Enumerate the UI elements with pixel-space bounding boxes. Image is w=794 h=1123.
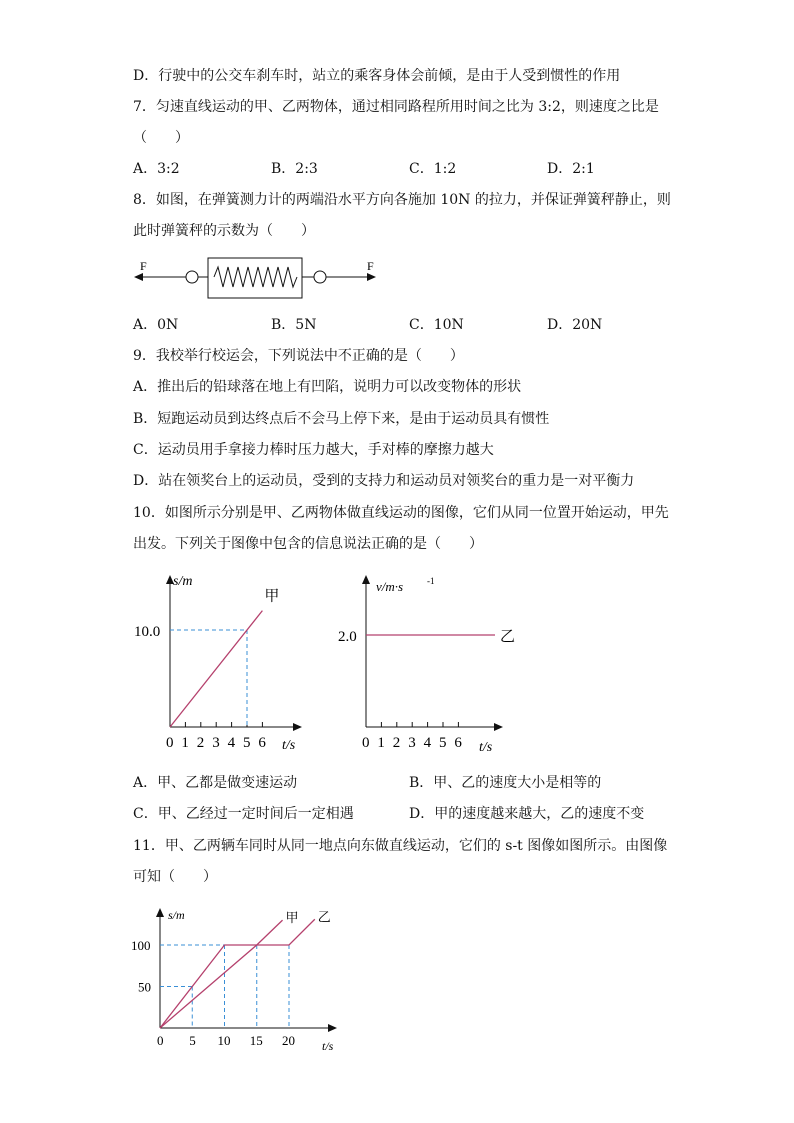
x-tick-label: 5 [243,735,251,751]
question-7: 7．匀速直线运动的甲、乙两物体，通过相同路程所用时间之比为 3:2，则速度之比是 [133,99,659,115]
option-7b: B．2:3 [271,161,318,177]
chart-yi-v-t [330,565,515,760]
y-axis-label: s/m [168,908,185,922]
option-10c: C．甲、乙经过一定时间后一定相遇 [133,806,354,822]
option-10d: D．甲的速度越来越大，乙的速度不变 [409,806,645,822]
chart-jia-yi-s-t [128,898,358,1058]
series-label-jia: 甲 [285,910,299,926]
series-label-yi: 乙 [500,629,515,645]
option-8c: C．10N [409,317,464,333]
x-tick-label: 10 [217,1033,231,1048]
option-7c: C．1:2 [409,161,457,177]
x-axis-label: t/s [479,740,493,755]
x-tick-label: 5 [189,1033,196,1048]
force-label-left: F [140,259,147,273]
question-8: 8．如图，在弹簧测力计的两端沿水平方向各施加 10N 的拉力，并保证弹簧秤静止，则 [133,192,671,208]
option-7d: D．2:1 [547,161,595,177]
option-9a: A．推出后的铅球落在地上有凹陷，说明力可以改变物体的形状 [133,379,522,395]
x-tick-label: 4 [227,735,236,751]
option-9b: B．短跑运动员到达终点后不会马上停下来，是由于运动员具有惯性 [133,411,550,427]
question-10-cont: 出发。下列关于图像中包含的信息说法正确的是（ ） [133,536,483,552]
option-8d: D．20N [547,317,603,333]
y-tick-label: 100 [131,938,151,953]
x-tick-label: 1 [377,735,385,751]
x-axis-label: t/s [282,738,296,753]
y-axis-label: v/m·s [376,579,404,594]
option-8a: A．0N [133,317,179,333]
y-tick-label: 2.0 [338,629,357,645]
x-tick-label: 0 [362,735,370,751]
x-axis-arrow [494,723,503,731]
x-axis-label: t/s [322,1039,334,1053]
option-10b: B．甲、乙的速度大小是相等的 [409,775,602,791]
x-tick-label: 0 [157,1033,164,1048]
option-7a: A．3:2 [133,161,180,177]
option-9c: C．运动员用手拿接力棒时压力越大，手对棒的摩擦力越大 [133,442,494,458]
question-7-blank: （ ） [133,130,189,146]
y-axis-arrow [362,575,370,584]
y-axis-arrow [156,908,164,917]
question-11-cont: 可知（ ） [133,869,217,885]
x-tick-label: 3 [408,735,416,751]
series-label-yi: 乙 [317,909,331,925]
option-8b: B．5N [271,317,317,333]
x-tick-label: 0 [166,735,174,751]
x-axis-arrow [328,1024,337,1032]
x-tick-label: 3 [212,735,220,751]
y-tick-label: 50 [138,979,151,995]
option-6d: D．行驶中的公交车刹车时，站立的乘客身体会前倾，是由于人受到惯性的作用 [133,68,621,84]
series-line-jia [170,611,262,727]
y-axis-label: s/m [173,574,193,589]
y-axis-label-sup: -1 [427,576,435,586]
x-tick-label: 15 [249,1033,263,1048]
series-label-jia: 甲 [264,588,280,605]
spring-balance-figure [130,250,390,305]
option-9d: D．站在领奖台上的运动员，受到的支持力和运动员对领奖台的重力是一对平衡力 [133,473,635,489]
x-tick-label: 6 [258,735,266,751]
question-9: 9．我校举行校运会，下列说法中不正确的是（ ） [133,348,464,364]
question-10: 10．如图所示分别是甲、乙两物体做直线运动的图像，它们从同一位置开始运动，甲先 [133,505,669,521]
series-line-jia [160,920,283,1028]
x-axis-arrow [293,723,302,731]
question-8-cont: 此时弹簧秤的示数为（ ） [133,223,315,239]
x-tick-label: 2 [196,735,205,751]
y-tick-label: 10.0 [134,624,161,640]
x-tick-label: 20 [282,1033,295,1048]
chart-jia-s-t [128,565,313,760]
option-10a: A．甲、乙都是做变速运动 [133,775,298,791]
x-tick-label: 6 [454,735,462,751]
force-label-right: F [367,259,374,273]
x-tick-label: 2 [392,735,401,751]
x-tick-label: 5 [439,735,447,751]
x-tick-label: 4 [423,735,432,751]
question-11: 11．甲、乙两辆车同时从同一地点向东做直线运动，它们的 s-t 图像如图所示。由图像 [133,838,668,854]
x-tick-label: 1 [181,735,189,751]
series-line-yi [160,919,315,1028]
